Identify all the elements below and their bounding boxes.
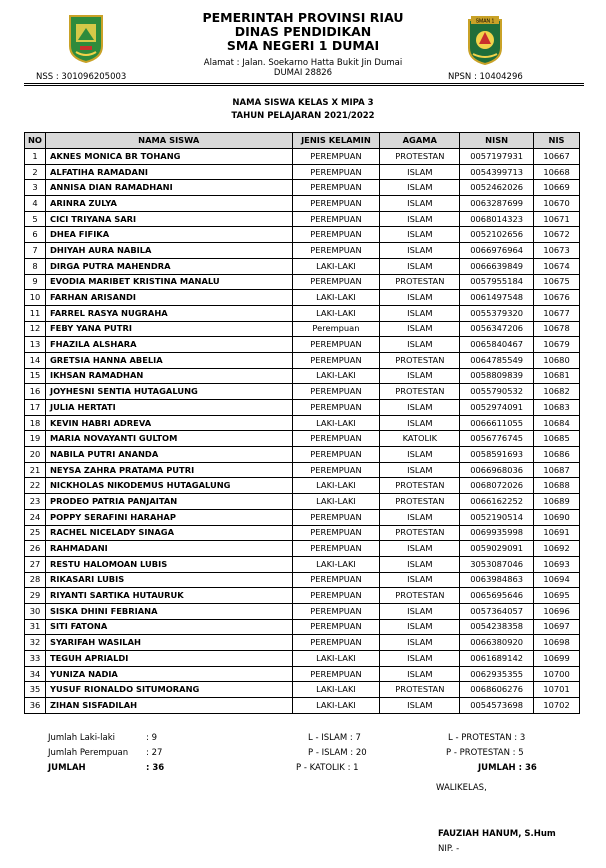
cell-gender: LAKI-LAKI	[292, 305, 380, 321]
cell-nis: 10670	[534, 196, 580, 212]
cell-gender: PEREMPUAN	[292, 384, 380, 400]
cell-religion: ISLAM	[380, 180, 460, 196]
total-value: : 36	[146, 763, 165, 773]
table-row	[25, 447, 580, 463]
nss-number: NSS : 301096205003	[36, 72, 127, 82]
cell-nis: 10686	[534, 447, 580, 463]
table-row	[25, 635, 580, 651]
table-header-row	[25, 133, 580, 149]
table-row	[25, 149, 580, 165]
cell-gender: LAKI-LAKI	[292, 698, 380, 714]
cell-nisn: 0066976964	[460, 243, 534, 259]
cell-religion: ISLAM	[380, 619, 460, 635]
cell-nisn: 0052190514	[460, 509, 534, 525]
cell-gender: PEREMPUAN	[292, 352, 380, 368]
cell-religion: ISLAM	[380, 290, 460, 306]
cell-no: 12	[25, 321, 46, 337]
cell-religion: KATOLIK	[380, 431, 460, 447]
cell-gender: PEREMPUAN	[292, 462, 380, 478]
cell-nis: 10697	[534, 619, 580, 635]
cell-gender: PEREMPUAN	[292, 337, 380, 353]
table-row	[25, 227, 580, 243]
cell-religion: ISLAM	[380, 243, 460, 259]
logo-text: SMAN 1	[475, 18, 495, 25]
cell-student-name: SYARIFAH WASILAH	[45, 635, 292, 651]
table-row	[25, 400, 580, 416]
cell-gender: LAKI-LAKI	[292, 556, 380, 572]
cell-gender: LAKI-LAKI	[292, 651, 380, 667]
cell-student-name: GRETSIA HANNA ABELIA	[45, 352, 292, 368]
cell-nis: 10678	[534, 321, 580, 337]
cell-student-name: FEBY YANA PUTRI	[45, 321, 292, 337]
cell-religion: PROTESTAN	[380, 588, 460, 604]
teacher-nip: NIP. -	[438, 844, 460, 854]
cell-gender: PEREMPUAN	[292, 164, 380, 180]
cell-nisn: 0055379320	[460, 305, 534, 321]
total-right: JUMLAH : 36	[478, 763, 537, 773]
cell-student-name: RACHEL NICELADY SINAGA	[45, 525, 292, 541]
female-count-value: : 27	[146, 748, 163, 758]
cell-no: 15	[25, 368, 46, 384]
female-protestant-count: P - PROTESTAN : 5	[446, 748, 524, 758]
table-row	[25, 321, 580, 337]
male-count-label: Jumlah Laki-laki	[48, 733, 115, 743]
cell-no: 24	[25, 509, 46, 525]
government-heading: PEMERINTAH PROVINSI RIAU	[202, 10, 404, 25]
cell-student-name: YUSUF RIONALDO SITUMORANG	[45, 682, 292, 698]
cell-student-name: DHEA FIFIKA	[45, 227, 292, 243]
cell-no: 1	[25, 149, 46, 165]
cell-student-name: SITI FATONA	[45, 619, 292, 635]
cell-nisn: 0068072026	[460, 478, 534, 494]
table-row	[25, 556, 580, 572]
cell-gender: PEREMPUAN	[292, 619, 380, 635]
cell-no: 22	[25, 478, 46, 494]
male-count-value: : 9	[146, 733, 157, 743]
student-table	[24, 132, 580, 714]
cell-no: 19	[25, 431, 46, 447]
total-label: JUMLAH	[48, 763, 86, 773]
cell-student-name: RIKASARI LUBIS	[45, 572, 292, 588]
cell-no: 30	[25, 603, 46, 619]
table-row	[25, 243, 580, 259]
cell-gender: LAKI-LAKI	[292, 478, 380, 494]
cell-nisn: 0052974091	[460, 400, 534, 416]
table-row	[25, 211, 580, 227]
table-row	[25, 666, 580, 682]
cell-religion: ISLAM	[380, 368, 460, 384]
male-islam-count: L - ISLAM : 7	[308, 733, 361, 743]
cell-gender: LAKI-LAKI	[292, 368, 380, 384]
cell-student-name: ARINRA ZULYA	[45, 196, 292, 212]
cell-nisn: 0065840467	[460, 337, 534, 353]
cell-religion: ISLAM	[380, 698, 460, 714]
cell-nis: 10680	[534, 352, 580, 368]
cell-nis: 10701	[534, 682, 580, 698]
column-header-nisn: NISN	[460, 133, 534, 149]
cell-religion: ISLAM	[380, 556, 460, 572]
cell-gender: LAKI-LAKI	[292, 494, 380, 510]
table-row	[25, 196, 580, 212]
cell-nis: 10689	[534, 494, 580, 510]
cell-nisn: 0054399713	[460, 164, 534, 180]
cell-nisn: 0055790532	[460, 384, 534, 400]
cell-student-name: DIRGA PUTRA MAHENDRA	[45, 258, 292, 274]
cell-nisn: 0066162252	[460, 494, 534, 510]
cell-nisn: 0057197931	[460, 149, 534, 165]
cell-student-name: DHIYAH AURA NABILA	[45, 243, 292, 259]
cell-nis: 10685	[534, 431, 580, 447]
table-row	[25, 603, 580, 619]
cell-student-name: ALFATIHA RAMADANI	[45, 164, 292, 180]
table-row	[25, 588, 580, 604]
header-divider-thin	[24, 85, 584, 86]
table-row	[25, 651, 580, 667]
cell-gender: PEREMPUAN	[292, 603, 380, 619]
cell-nisn: 0052102656	[460, 227, 534, 243]
table-row	[25, 619, 580, 635]
cell-nis: 10667	[534, 149, 580, 165]
cell-gender: PEREMPUAN	[292, 211, 380, 227]
cell-nisn: 0054238358	[460, 619, 534, 635]
cell-nis: 10688	[534, 478, 580, 494]
table-row	[25, 462, 580, 478]
cell-gender: PEREMPUAN	[292, 447, 380, 463]
table-row	[25, 290, 580, 306]
cell-student-name: NABILA PUTRI ANANDA	[45, 447, 292, 463]
cell-gender: PEREMPUAN	[292, 431, 380, 447]
cell-nisn: 0069935998	[460, 525, 534, 541]
cell-student-name: RAHMADANI	[45, 541, 292, 557]
cell-nis: 10676	[534, 290, 580, 306]
cell-gender: LAKI-LAKI	[292, 258, 380, 274]
cell-gender: Perempuan	[292, 321, 380, 337]
cell-nisn: 0061497548	[460, 290, 534, 306]
cell-student-name: JULIA HERTATI	[45, 400, 292, 416]
cell-nis: 10669	[534, 180, 580, 196]
table-row	[25, 384, 580, 400]
cell-no: 33	[25, 651, 46, 667]
cell-religion: ISLAM	[380, 572, 460, 588]
table-row	[25, 682, 580, 698]
cell-religion: PROTESTAN	[380, 149, 460, 165]
cell-student-name: ZIHAN SISFADILAH	[45, 698, 292, 714]
table-row	[25, 352, 580, 368]
cell-nis: 10696	[534, 603, 580, 619]
cell-no: 25	[25, 525, 46, 541]
cell-religion: ISLAM	[380, 509, 460, 525]
cell-gender: PEREMPUAN	[292, 149, 380, 165]
cell-nis: 10679	[534, 337, 580, 353]
cell-gender: PEREMPUAN	[292, 541, 380, 557]
table-row	[25, 525, 580, 541]
cell-no: 23	[25, 494, 46, 510]
cell-religion: PROTESTAN	[380, 478, 460, 494]
cell-student-name: POPPY SERAFINI HARAHAP	[45, 509, 292, 525]
cell-nisn: 0056776745	[460, 431, 534, 447]
cell-nisn: 0066380920	[460, 635, 534, 651]
cell-student-name: NEYSA ZAHRA PRATAMA PUTRI	[45, 462, 292, 478]
cell-nis: 10673	[534, 243, 580, 259]
cell-nisn: 0058809839	[460, 368, 534, 384]
school-heading: SMA NEGERI 1 DUMAI	[226, 38, 380, 53]
cell-nis: 10692	[534, 541, 580, 557]
header-divider	[24, 83, 584, 84]
cell-nisn: 0062935355	[460, 666, 534, 682]
cell-nis: 10690	[534, 509, 580, 525]
table-row	[25, 274, 580, 290]
table-row	[25, 431, 580, 447]
cell-student-name: JOYHESNI SENTIA HUTAGALUNG	[45, 384, 292, 400]
cell-nis: 10694	[534, 572, 580, 588]
column-header-name: NAMA SISWA	[45, 133, 292, 149]
cell-nis: 10684	[534, 415, 580, 431]
cell-student-name: ANNISA DIAN RAMADHANI	[45, 180, 292, 196]
cell-student-name: NICKHOLAS NIKODEMUS HUTAGALUNG	[45, 478, 292, 494]
cell-religion: PROTESTAN	[380, 384, 460, 400]
cell-no: 7	[25, 243, 46, 259]
cell-no: 31	[25, 619, 46, 635]
cell-no: 13	[25, 337, 46, 353]
department-heading: DINAS PENDIDIKAN	[234, 24, 372, 39]
cell-religion: ISLAM	[380, 321, 460, 337]
homeroom-teacher-label: WALIKELAS,	[436, 783, 487, 793]
cell-no: 16	[25, 384, 46, 400]
cell-student-name: CICI TRIYANA SARI	[45, 211, 292, 227]
cell-religion: ISLAM	[380, 400, 460, 416]
cell-nis: 10702	[534, 698, 580, 714]
cell-student-name: RESTU HALOMOAN LUBIS	[45, 556, 292, 572]
cell-gender: LAKI-LAKI	[292, 682, 380, 698]
cell-gender: PEREMPUAN	[292, 196, 380, 212]
cell-no: 10	[25, 290, 46, 306]
cell-nisn: 0057955184	[460, 274, 534, 290]
cell-nis: 10691	[534, 525, 580, 541]
table-row	[25, 258, 580, 274]
cell-religion: PROTESTAN	[380, 494, 460, 510]
cell-student-name: AKNES MONICA BR TOHANG	[45, 149, 292, 165]
cell-no: 11	[25, 305, 46, 321]
cell-religion: PROTESTAN	[380, 274, 460, 290]
cell-nis: 10698	[534, 635, 580, 651]
cell-nisn: 0068014323	[460, 211, 534, 227]
cell-nis: 10693	[534, 556, 580, 572]
cell-nisn: 0063984863	[460, 572, 534, 588]
cell-nis: 10675	[534, 274, 580, 290]
cell-student-name: PRODEO PATRIA PANJAITAN	[45, 494, 292, 510]
cell-religion: ISLAM	[380, 227, 460, 243]
cell-student-name: YUNIZA NADIA	[45, 666, 292, 682]
table-row	[25, 415, 580, 431]
cell-gender: LAKI-LAKI	[292, 290, 380, 306]
cell-no: 34	[25, 666, 46, 682]
cell-nisn: 0064785549	[460, 352, 534, 368]
table-row	[25, 180, 580, 196]
cell-religion: ISLAM	[380, 603, 460, 619]
female-islam-count: P - ISLAM : 20	[308, 748, 367, 758]
cell-no: 6	[25, 227, 46, 243]
cell-religion: ISLAM	[380, 635, 460, 651]
table-row	[25, 698, 580, 714]
cell-gender: PEREMPUAN	[292, 509, 380, 525]
cell-nis: 10682	[534, 384, 580, 400]
cell-nis: 10695	[534, 588, 580, 604]
cell-nis: 10681	[534, 368, 580, 384]
cell-student-name: IKHSAN RAMADHAN	[45, 368, 292, 384]
cell-no: 28	[25, 572, 46, 588]
cell-nis: 10683	[534, 400, 580, 416]
cell-nis: 10687	[534, 462, 580, 478]
cell-no: 36	[25, 698, 46, 714]
cell-nisn: 0068606276	[460, 682, 534, 698]
cell-no: 27	[25, 556, 46, 572]
cell-no: 26	[25, 541, 46, 557]
table-row	[25, 164, 580, 180]
npsn-number: NPSN : 10404296	[448, 72, 523, 82]
cell-nisn: 0057364057	[460, 603, 534, 619]
cell-gender: PEREMPUAN	[292, 274, 380, 290]
cell-nisn: 0065695646	[460, 588, 534, 604]
cell-religion: PROTESTAN	[380, 525, 460, 541]
cell-nis: 10674	[534, 258, 580, 274]
cell-gender: PEREMPUAN	[292, 588, 380, 604]
cell-nisn: 0054573698	[460, 698, 534, 714]
column-header-religion: AGAMA	[380, 133, 460, 149]
cell-no: 8	[25, 258, 46, 274]
cell-religion: ISLAM	[380, 258, 460, 274]
cell-religion: ISLAM	[380, 305, 460, 321]
cell-nis: 10668	[534, 164, 580, 180]
cell-student-name: EVODIA MARIBET KRISTINA MANALU	[45, 274, 292, 290]
cell-no: 3	[25, 180, 46, 196]
cell-student-name: MARIA NOVAYANTI GULTOM	[45, 431, 292, 447]
cell-religion: ISLAM	[380, 462, 460, 478]
cell-nis: 10699	[534, 651, 580, 667]
cell-religion: ISLAM	[380, 415, 460, 431]
cell-nisn: 0059029091	[460, 541, 534, 557]
cell-religion: ISLAM	[380, 337, 460, 353]
column-header-gender: JENIS KELAMIN	[292, 133, 380, 149]
female-catholic-count: P - KATOLIK : 1	[296, 763, 359, 773]
cell-no: 2	[25, 164, 46, 180]
cell-religion: ISLAM	[380, 541, 460, 557]
cell-religion: ISLAM	[380, 666, 460, 682]
cell-nisn: 0056347206	[460, 321, 534, 337]
cell-no: 32	[25, 635, 46, 651]
cell-student-name: KEVIN HABRI ADREVA	[45, 415, 292, 431]
school-city: DUMAI 28826	[273, 68, 333, 78]
cell-gender: PEREMPUAN	[292, 180, 380, 196]
table-row	[25, 337, 580, 353]
cell-nisn: 0058591693	[460, 447, 534, 463]
cell-gender: LAKI-LAKI	[292, 415, 380, 431]
column-header-no: NO	[25, 133, 46, 149]
cell-gender: PEREMPUAN	[292, 572, 380, 588]
cell-student-name: FARREL RASYA NUGRAHA	[45, 305, 292, 321]
table-row	[25, 368, 580, 384]
male-protestant-count: L - PROTESTAN : 3	[448, 733, 526, 743]
cell-student-name: FARHAN ARISANDI	[45, 290, 292, 306]
cell-no: 35	[25, 682, 46, 698]
cell-gender: PEREMPUAN	[292, 227, 380, 243]
cell-no: 5	[25, 211, 46, 227]
cell-no: 4	[25, 196, 46, 212]
cell-nisn: 0052462026	[460, 180, 534, 196]
table-row	[25, 509, 580, 525]
cell-gender: PEREMPUAN	[292, 243, 380, 259]
table-row	[25, 572, 580, 588]
class-title: NAMA SISWA KELAS X MIPA 3	[232, 98, 374, 108]
cell-no: 18	[25, 415, 46, 431]
cell-nis: 10677	[534, 305, 580, 321]
female-count-label: Jumlah Perempuan	[48, 748, 129, 758]
cell-religion: ISLAM	[380, 447, 460, 463]
cell-student-name: SISKA DHINI FEBRIANA	[45, 603, 292, 619]
cell-nis: 10671	[534, 211, 580, 227]
cell-no: 14	[25, 352, 46, 368]
cell-no: 9	[25, 274, 46, 290]
cell-no: 29	[25, 588, 46, 604]
cell-gender: PEREMPUAN	[292, 635, 380, 651]
cell-nisn: 0066611055	[460, 415, 534, 431]
table-row	[25, 305, 580, 321]
cell-student-name: RIYANTI SARTIKA HUTAURUK	[45, 588, 292, 604]
school-address: Alamat : Jalan. Soekarno Hatta Bukit Jin Dumai	[203, 58, 403, 68]
cell-no: 20	[25, 447, 46, 463]
cell-nisn: 0061689142	[460, 651, 534, 667]
cell-nis: 10700	[534, 666, 580, 682]
cell-nisn: 0066639849	[460, 258, 534, 274]
cell-gender: PEREMPUAN	[292, 666, 380, 682]
table-row	[25, 541, 580, 557]
table-row	[25, 494, 580, 510]
cell-nisn: 0066968036	[460, 462, 534, 478]
cell-gender: PEREMPUAN	[292, 400, 380, 416]
column-header-nis: NIS	[534, 133, 580, 149]
cell-student-name: FHAZILA ALSHARA	[45, 337, 292, 353]
cell-religion: ISLAM	[380, 651, 460, 667]
cell-religion: ISLAM	[380, 196, 460, 212]
cell-religion: ISLAM	[380, 211, 460, 227]
cell-no: 21	[25, 462, 46, 478]
cell-religion: PROTESTAN	[380, 352, 460, 368]
teacher-name: FAUZIAH HANUM, S.Hum	[438, 829, 556, 839]
cell-gender: PEREMPUAN	[292, 525, 380, 541]
cell-religion: PROTESTAN	[380, 682, 460, 698]
cell-student-name: TEGUH APRIALDI	[45, 651, 292, 667]
cell-no: 17	[25, 400, 46, 416]
cell-nis: 10672	[534, 227, 580, 243]
academic-year-title: TAHUN PELAJARAN 2021/2022	[231, 111, 375, 121]
cell-nisn: 0063287699	[460, 196, 534, 212]
cell-religion: ISLAM	[380, 164, 460, 180]
cell-nisn: 3053087046	[460, 556, 534, 572]
table-row	[25, 478, 580, 494]
